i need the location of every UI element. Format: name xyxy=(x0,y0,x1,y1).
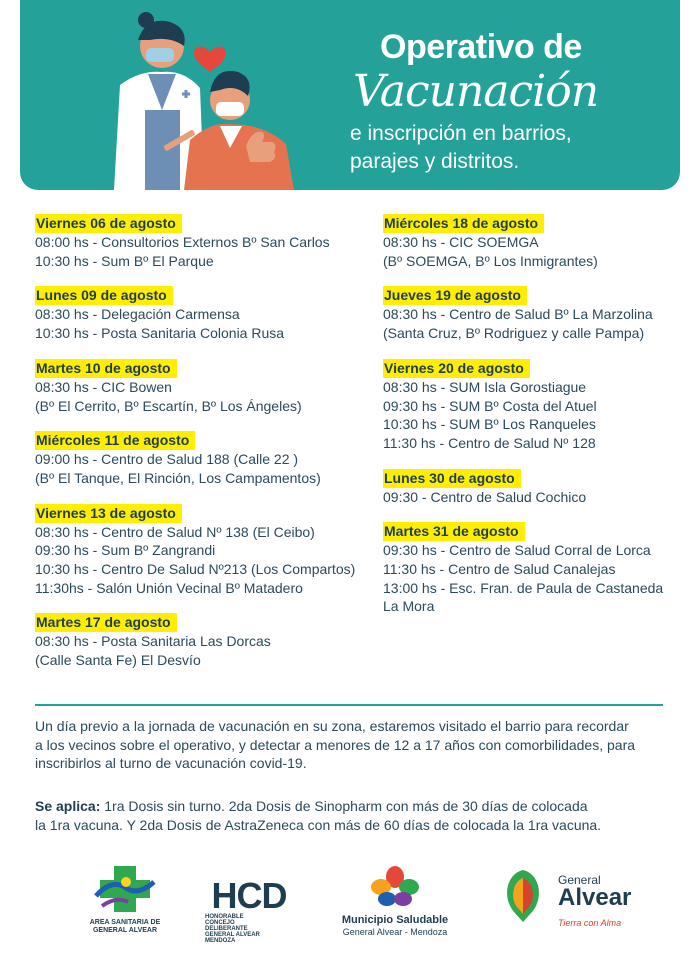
schedule-day xyxy=(35,214,375,270)
notice-line: inscribirlos al turno de vacunación covid-19. xyxy=(35,755,307,772)
schedule-line: 13:00 hs - Esc. Fran. de Paula de Castaneda xyxy=(383,579,664,596)
day-title: Martes 17 de agosto xyxy=(35,613,177,632)
schedule-line: La Mora xyxy=(383,598,435,615)
applies-text: 1ra Dosis sin turno. 2da Dosis de Sinopharm con más de 30 días de colocada xyxy=(100,798,588,814)
schedule-line: (Bº El Cerrito, Bº Escartín, Bº Los Ángeles) xyxy=(35,397,302,414)
municipio-saludable-logo xyxy=(330,865,460,938)
day-title: Martes 10 de agosto xyxy=(35,359,177,378)
schedule-line: 08:30 hs - SUM Isla Gorostiague xyxy=(383,378,587,395)
applies-line-2: la 1ra vacuna. Y 2da Dosis de AstraZeneca con más de 60 días de colocada la 1ra vacuna. xyxy=(35,816,602,833)
alvear-logo-body xyxy=(500,868,630,932)
alvear-tagline: Tierra con Alma xyxy=(558,918,622,928)
schedule-line: 09:00 hs - Centro de Salud 188 (Calle 22 ) xyxy=(35,451,299,468)
alvear-big: Alvear xyxy=(558,884,632,911)
day-title: Viernes 13 de agosto xyxy=(35,504,182,523)
schedule-day xyxy=(383,469,683,507)
schedule-day xyxy=(35,359,375,415)
day-title: Lunes 09 de agosto xyxy=(35,286,173,305)
day-title: Viernes 06 de agosto xyxy=(35,214,182,233)
schedule-line: 09:30 hs - Sum Bº Zangrandi xyxy=(35,542,216,559)
vaccination-illustration xyxy=(50,10,320,190)
hcd-sub-3: DELIBERANTE xyxy=(205,926,248,932)
alvear-text-block xyxy=(558,874,631,910)
schedule-left-column xyxy=(35,214,375,686)
day-title: Miércoles 11 de agosto xyxy=(35,431,195,450)
schedule-line: 08:30 hs - CIC Bowen xyxy=(35,378,172,395)
municipio-subtitle: General Alvear - Mendoza xyxy=(342,927,448,937)
alvear-small: General xyxy=(558,873,601,887)
schedule-day xyxy=(383,522,683,616)
schedule-line: 11:30 hs - Centro de Salud Nº 128 xyxy=(383,434,596,451)
health-cross-icon xyxy=(90,862,160,914)
schedule-day xyxy=(35,286,375,342)
subtitle xyxy=(350,120,572,176)
title-line-1: Operativo de xyxy=(380,28,582,66)
schedule-line: 10:30 hs - Posta Sanitaria Colonia Rusa xyxy=(35,325,285,342)
schedule-day xyxy=(35,504,375,598)
notice-line: a los vecinos sobre el operativo, y detectar a menores de 12 a 17 años con comorbilidades, para xyxy=(35,736,636,753)
schedule-line: 08:30 hs - Centro de Salud Nº 138 (El Ceibo) xyxy=(35,523,315,540)
section-divider xyxy=(35,704,663,706)
municipio-title: Municipio Saludable xyxy=(341,914,449,926)
schedule-line: 08:30 hs - Delegación Carmensa xyxy=(35,306,240,323)
applies-paragraph xyxy=(35,797,675,834)
schedule-day xyxy=(383,286,683,342)
area-sanitaria-line-1: AREA SANITARIA DE xyxy=(89,919,161,926)
hcd-sub-1: HONORABLE xyxy=(205,914,244,920)
general-alvear-logo xyxy=(500,868,630,932)
notice-line: Un día previo a la jornada de vacunación en su zona, estaremos visitado el barrio para recordar xyxy=(35,718,629,734)
schedule-day xyxy=(35,431,375,487)
applies-line-1 xyxy=(35,797,675,816)
flower-icon xyxy=(365,865,425,909)
schedule-line: 10:30 hs - Sum Bº El Parque xyxy=(35,252,214,269)
hcd-wordmark: HCD xyxy=(211,875,287,916)
header-banner xyxy=(20,0,680,190)
schedule-line: 08:30 hs - CIC SOEMGA xyxy=(383,234,539,250)
subtitle-line-1: e inscripción en barrios, xyxy=(350,122,572,145)
schedule-line: 10:30 hs - Centro De Salud Nº213 (Los Compartos) xyxy=(35,561,356,578)
schedule-right-column xyxy=(383,214,683,632)
area-sanitaria-line-2: GENERAL ALVEAR xyxy=(92,927,158,934)
schedule-day xyxy=(383,214,683,270)
schedule-line: 10:30 hs - SUM Bº Los Ranqueles xyxy=(383,416,596,433)
schedule-line: 11:30 hs - Centro de Salud Canalejas xyxy=(383,561,616,578)
subtitle-line-2: parajes y distritos. xyxy=(350,150,520,173)
day-title: Viernes 20 de agosto xyxy=(383,359,530,378)
schedule-line: 09:30 hs - SUM Bº Costa del Atuel xyxy=(383,397,597,414)
schedule-day xyxy=(383,359,683,453)
title-line-2: Vacunación xyxy=(353,66,599,117)
hcd-sub-4: GENERAL ALVEAR xyxy=(205,932,260,938)
day-title: Lunes 30 de agosto xyxy=(383,469,521,488)
applies-label: Se aplica: xyxy=(35,798,101,814)
schedule-line: 08:30 hs - Centro de Salud Bº La Marzolina xyxy=(383,306,653,323)
hcd-sub-2: CONCEJO xyxy=(205,920,235,926)
day-title: Miércoles 18 de agosto xyxy=(383,214,544,233)
schedule-line: (Santa Cruz, Bº Rodriguez y calle Pampa) xyxy=(383,325,645,342)
schedule-line: 11:30hs - Salón Unión Vecinal Bº Matadero xyxy=(35,579,303,596)
hcd-sub-5: MENDOZA xyxy=(205,938,236,944)
schedule-line: 09:30 hs - Centro de Salud Corral de Lorca xyxy=(383,542,651,559)
notice-paragraph xyxy=(35,717,675,773)
day-title: Martes 31 de agosto xyxy=(383,522,525,541)
alvear-emblem-icon xyxy=(500,868,546,924)
schedule-day xyxy=(35,613,375,669)
schedule-line: 09:30 - Centro de Salud Cochico xyxy=(383,488,587,505)
day-title: Jueves 19 de agosto xyxy=(383,286,527,305)
schedule-line: (Bº SOEMGA, Bº Los Inmigrantes) xyxy=(383,252,598,269)
schedule-line: 08:30 hs - Posta Sanitaria Las Dorcas xyxy=(35,633,271,650)
schedule-line: (Bº El Tanque, El Rinción, Los Campamentos) xyxy=(35,469,321,486)
schedule-line: (Calle Santa Fe) El Desvío xyxy=(35,652,201,669)
schedule-line: 08:00 hs - Consultorios Externos Bº San Carlos xyxy=(35,234,330,250)
hcd-logo xyxy=(203,875,295,944)
area-sanitaria-logo xyxy=(80,862,170,935)
